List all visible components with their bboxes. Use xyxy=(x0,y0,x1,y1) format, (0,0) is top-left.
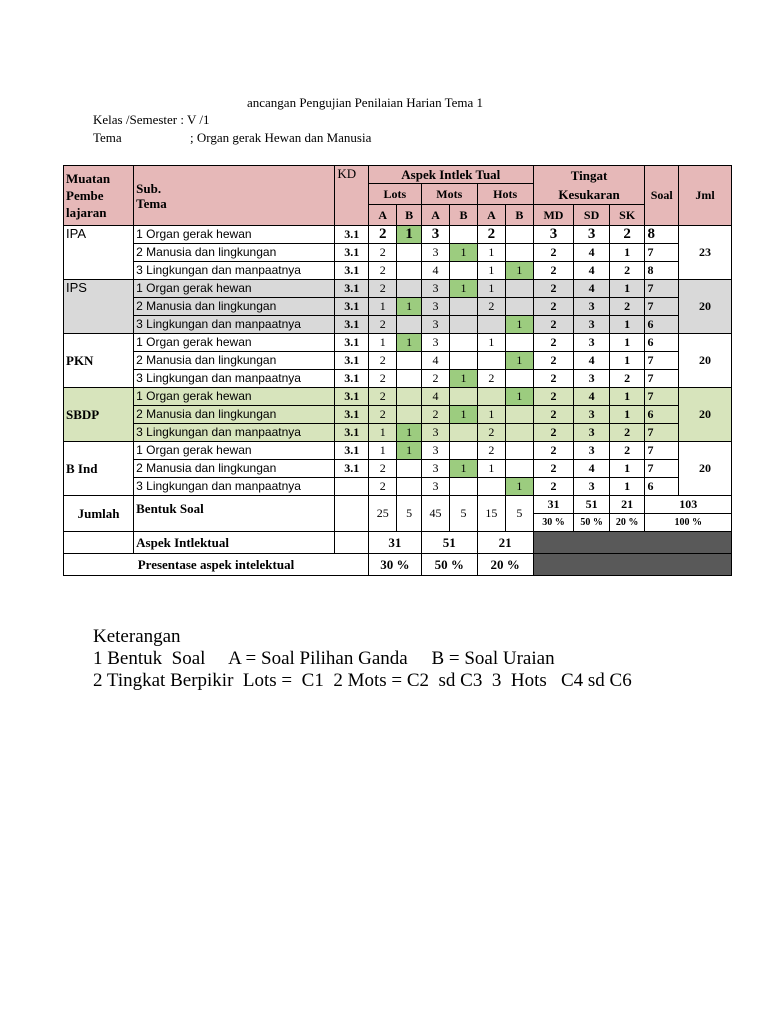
md-cell: 2 xyxy=(533,262,574,280)
soal-cell: 8 xyxy=(645,262,679,280)
header-aspek: Aspek Intlek Tual xyxy=(368,166,533,184)
md-cell: 2 xyxy=(533,280,574,298)
soal-cell: 6 xyxy=(645,478,679,496)
md-cell: 2 xyxy=(533,316,574,334)
aspek-hb-cell: 1 xyxy=(506,388,533,406)
aspek-la-cell: 2 xyxy=(368,388,396,406)
soal-cell: 7 xyxy=(645,280,679,298)
sk-cell: 1 xyxy=(609,334,645,352)
aspek-la-cell: 1 xyxy=(368,442,396,460)
kd-cell: 3.1 xyxy=(335,352,369,370)
aspek-ma-cell: 3 xyxy=(421,244,449,262)
md-cell: 2 xyxy=(533,442,574,460)
header-tingat xyxy=(533,166,645,205)
aspek-ma-cell: 3 xyxy=(421,298,449,316)
aspek-mb-cell xyxy=(450,298,477,316)
table-row xyxy=(64,298,732,316)
table-row xyxy=(64,352,732,370)
presentase-lots: 30 % xyxy=(368,554,421,576)
aspek-mb-cell: 1 xyxy=(450,406,477,424)
sd-cell: 3 xyxy=(574,298,610,316)
subtema-cell: 3 Lingkungan dan manpaatnya xyxy=(134,316,335,334)
aspek-ha-cell: 2 xyxy=(477,442,505,460)
aspek-ha-cell: 2 xyxy=(477,226,505,244)
kd-cell: 3.1 xyxy=(335,298,369,316)
aspek-ma-cell: 3 xyxy=(421,280,449,298)
kd-cell: 3.1 xyxy=(335,370,369,388)
md-cell: 2 xyxy=(533,388,574,406)
sk-cell: 2 xyxy=(609,226,645,244)
aspek-empty xyxy=(64,532,134,554)
table-row xyxy=(64,424,732,442)
aspek-la-cell: 2 xyxy=(368,406,396,424)
jumlah-sd-pct: 50 % xyxy=(574,514,610,532)
presentase-dark-fill xyxy=(533,554,731,576)
aspek-hb-cell xyxy=(506,334,533,352)
aspek-lb-cell: 1 xyxy=(397,226,421,244)
soal-cell: 8 xyxy=(645,226,679,244)
header-muatan xyxy=(64,166,134,226)
aspek-ha-cell: 1 xyxy=(477,334,505,352)
aspek-mots: 51 xyxy=(421,532,477,554)
document-title: ancangan Pengujian Penilaian Harian Tema 1 xyxy=(247,95,484,110)
table-row xyxy=(64,406,732,424)
subtema-cell: 1 Organ gerak hewan xyxy=(134,226,335,244)
keterangan-line1: 1 Bentuk Soal A = Soal Pilihan Ganda B = Soal Uraian xyxy=(93,648,555,669)
sk-cell: 1 xyxy=(609,352,645,370)
subject-cell: B Ind xyxy=(64,442,134,496)
kd-cell: 3.1 xyxy=(335,262,369,280)
sk-cell: 1 xyxy=(609,280,645,298)
aspek-la-cell: 2 xyxy=(368,478,396,496)
subtema-cell: 2 Manusia dan lingkungan xyxy=(134,406,335,424)
soal-cell: 6 xyxy=(645,334,679,352)
soal-cell: 6 xyxy=(645,406,679,424)
aspek-la-cell: 2 xyxy=(368,316,396,334)
sd-cell: 3 xyxy=(574,316,610,334)
aspek-mb-cell: 1 xyxy=(450,280,477,298)
subtema-cell: 2 Manusia dan lingkungan xyxy=(134,244,335,262)
aspek-la-cell: 2 xyxy=(368,244,396,262)
header-muatan-line2: Pembe xyxy=(66,188,104,203)
header-mots: Mots xyxy=(421,184,477,205)
sd-cell: 4 xyxy=(574,244,610,262)
sd-cell: 3 xyxy=(574,442,610,460)
aspek-ma-cell: 4 xyxy=(421,352,449,370)
aspek-mb-cell xyxy=(450,442,477,460)
aspek-la-cell: 1 xyxy=(368,298,396,316)
jml-cell: 20 xyxy=(679,388,732,442)
header-lots-a: A xyxy=(368,205,396,226)
keterangan-line2: 2 Tingkat Berpikir Lots = C1 2 Mots = C2 sd C3 3 Hots C4 sd C6 xyxy=(93,670,632,691)
aspek-ha-cell xyxy=(477,388,505,406)
jumlah-lots-b: 5 xyxy=(397,496,421,532)
sk-cell: 1 xyxy=(609,244,645,262)
subtema-cell: 2 Manusia dan lingkungan xyxy=(134,460,335,478)
sk-cell: 1 xyxy=(609,316,645,334)
subtema-cell: 2 Manusia dan lingkungan xyxy=(134,298,335,316)
sd-cell: 3 xyxy=(574,406,610,424)
subtema-cell: 3 Lingkungan dan manpaatnya xyxy=(134,424,335,442)
kd-cell: 3.1 xyxy=(335,460,369,478)
soal-cell: 7 xyxy=(645,370,679,388)
aspek-lots: 31 xyxy=(368,532,421,554)
soal-cell: 7 xyxy=(645,424,679,442)
sk-cell: 2 xyxy=(609,298,645,316)
aspek-ha-cell: 2 xyxy=(477,424,505,442)
header-hots-a: A xyxy=(477,205,505,226)
aspek-ha-cell: 1 xyxy=(477,244,505,262)
tema-value: ; Organ gerak Hewan dan Manusia xyxy=(190,130,372,145)
jumlah-label: Jumlah xyxy=(64,496,134,532)
subtema-cell: 1 Organ gerak hewan xyxy=(134,442,335,460)
soal-cell: 7 xyxy=(645,352,679,370)
header-tingat-line1: Tingat xyxy=(570,168,608,183)
table-row xyxy=(64,244,732,262)
table-row xyxy=(64,460,732,478)
bentuk-soal-label: Bentuk Soal xyxy=(134,496,335,532)
kd-cell: 3.1 xyxy=(335,244,369,262)
soal-cell: 7 xyxy=(645,442,679,460)
jumlah-sk-pct: 20 % xyxy=(609,514,645,532)
kd-cell: 3.1 xyxy=(335,388,369,406)
aspek-hb-cell xyxy=(506,226,533,244)
sd-cell: 3 xyxy=(574,226,610,244)
sd-cell: 4 xyxy=(574,460,610,478)
aspek-mb-cell xyxy=(450,262,477,280)
kd-cell: 3.1 xyxy=(335,424,369,442)
aspek-lb-cell xyxy=(397,280,421,298)
aspek-hb-cell xyxy=(506,460,533,478)
sd-cell: 3 xyxy=(574,370,610,388)
aspek-mb-cell: 1 xyxy=(450,370,477,388)
aspek-ma-cell: 3 xyxy=(421,316,449,334)
aspek-mb-cell xyxy=(450,226,477,244)
subject-cell: PKN xyxy=(64,334,134,388)
sd-cell: 3 xyxy=(574,334,610,352)
table-row xyxy=(64,442,732,460)
md-cell: 2 xyxy=(533,244,574,262)
aspek-la-cell: 2 xyxy=(368,460,396,478)
jml-cell: 20 xyxy=(679,334,732,388)
aspek-lb-cell: 1 xyxy=(397,442,421,460)
aspek-hb-cell xyxy=(506,298,533,316)
aspek-dark-fill xyxy=(533,532,731,554)
aspek-lb-cell xyxy=(397,352,421,370)
header-subtema xyxy=(134,166,335,226)
presentase-mots: 50 % xyxy=(421,554,477,576)
header-mots-a: A xyxy=(421,205,449,226)
aspek-intlektual-label: Aspek Intlektual xyxy=(134,532,335,554)
kelas-semester: Kelas /Semester : V /1 xyxy=(93,112,210,127)
jumlah-sd: 51 xyxy=(574,496,610,514)
header-tingat-line2: Kesukaran xyxy=(558,187,620,202)
aspek-hb-cell: 1 xyxy=(506,352,533,370)
subject-cell: SBDP xyxy=(64,388,134,442)
md-cell: 2 xyxy=(533,424,574,442)
aspek-mb-cell: 1 xyxy=(450,460,477,478)
kd-cell: 3.1 xyxy=(335,442,369,460)
aspek-lb-cell xyxy=(397,262,421,280)
sk-cell: 1 xyxy=(609,460,645,478)
sk-cell: 1 xyxy=(609,388,645,406)
header-subtema-line1: Sub. xyxy=(136,180,162,196)
table-row xyxy=(64,316,732,334)
subject-cell: IPA xyxy=(64,226,134,280)
sd-cell: 4 xyxy=(574,280,610,298)
header-hots: Hots xyxy=(477,184,533,205)
aspek-mb-cell xyxy=(450,334,477,352)
aspek-hb-cell xyxy=(506,442,533,460)
jumlah-sk: 21 xyxy=(609,496,645,514)
aspek-ma-cell: 4 xyxy=(421,262,449,280)
aspek-mb-cell xyxy=(450,316,477,334)
aspek-hb-cell: 1 xyxy=(506,316,533,334)
tema-label: Tema xyxy=(93,130,122,145)
md-cell: 2 xyxy=(533,352,574,370)
md-cell: 2 xyxy=(533,298,574,316)
header-kd: KD xyxy=(335,166,369,226)
aspek-lb-cell xyxy=(397,478,421,496)
presentase-hots: 20 % xyxy=(477,554,533,576)
aspek-ma-cell: 3 xyxy=(421,334,449,352)
jumlah-mots-a: 45 xyxy=(421,496,449,532)
kd-cell: 3.1 xyxy=(335,316,369,334)
header-mots-b: B xyxy=(450,205,477,226)
kd-cell xyxy=(335,478,369,496)
kd-cell: 3.1 xyxy=(335,334,369,352)
sk-cell: 2 xyxy=(609,370,645,388)
md-cell: 2 xyxy=(533,460,574,478)
aspek-ma-cell: 2 xyxy=(421,406,449,424)
soal-cell: 6 xyxy=(645,316,679,334)
header-muatan-line1: Muatan xyxy=(66,171,111,186)
sd-cell: 3 xyxy=(574,424,610,442)
aspek-ha-cell: 2 xyxy=(477,298,505,316)
md-cell: 2 xyxy=(533,406,574,424)
presentase-label: Presentase aspek intelektual xyxy=(64,554,369,576)
subtema-cell: 1 Organ gerak hewan xyxy=(134,280,335,298)
subject-cell: IPS xyxy=(64,280,134,334)
aspek-ha-cell: 1 xyxy=(477,406,505,424)
header-md: MD xyxy=(533,205,574,226)
jml-cell: 20 xyxy=(679,280,732,334)
aspek-hb-cell xyxy=(506,280,533,298)
sd-cell: 4 xyxy=(574,352,610,370)
kd-cell: 3.1 xyxy=(335,280,369,298)
aspek-ha-cell: 1 xyxy=(477,262,505,280)
aspek-ma-cell: 3 xyxy=(421,424,449,442)
aspek-hb-cell: 1 xyxy=(506,262,533,280)
aspek-mb-cell xyxy=(450,478,477,496)
aspek-lb-cell: 1 xyxy=(397,424,421,442)
aspek-kd-cell xyxy=(335,532,369,554)
sd-cell: 4 xyxy=(574,388,610,406)
aspek-ha-cell xyxy=(477,352,505,370)
jml-cell: 23 xyxy=(679,226,732,280)
table-row xyxy=(64,280,732,298)
aspek-ma-cell: 3 xyxy=(421,478,449,496)
header-lots: Lots xyxy=(368,184,421,205)
aspek-mb-cell xyxy=(450,424,477,442)
aspek-ha-cell: 1 xyxy=(477,460,505,478)
header-sd: SD xyxy=(574,205,610,226)
sd-cell: 4 xyxy=(574,262,610,280)
aspek-ha-cell xyxy=(477,316,505,334)
aspek-hb-cell xyxy=(506,244,533,262)
aspek-ma-cell: 2 xyxy=(421,370,449,388)
aspek-la-cell: 2 xyxy=(368,280,396,298)
aspek-ha-cell: 1 xyxy=(477,280,505,298)
subtema-cell: 3 Lingkungan dan manpaatnya xyxy=(134,370,335,388)
aspek-ma-cell: 3 xyxy=(421,226,449,244)
table-row xyxy=(64,478,732,496)
soal-cell: 7 xyxy=(645,298,679,316)
table-row xyxy=(64,370,732,388)
assessment-table xyxy=(63,165,732,576)
header-sk: SK xyxy=(609,205,645,226)
jumlah-kd-cell xyxy=(335,496,369,532)
jumlah-mots-b: 5 xyxy=(450,496,477,532)
jml-cell: 20 xyxy=(679,442,732,496)
header-hots-b: B xyxy=(506,205,533,226)
jumlah-md: 31 xyxy=(533,496,574,514)
aspek-hb-cell xyxy=(506,370,533,388)
header-soal: Soal xyxy=(645,166,679,226)
aspek-lb-cell xyxy=(397,316,421,334)
aspek-ma-cell: 3 xyxy=(421,460,449,478)
soal-cell: 7 xyxy=(645,460,679,478)
aspek-hb-cell xyxy=(506,424,533,442)
aspek-lb-cell: 1 xyxy=(397,298,421,316)
aspek-ma-cell: 4 xyxy=(421,388,449,406)
sk-cell: 2 xyxy=(609,424,645,442)
jumlah-total: 103 xyxy=(645,496,732,514)
header-lots-b: B xyxy=(397,205,421,226)
aspek-lb-cell xyxy=(397,244,421,262)
table-row xyxy=(64,226,732,244)
jumlah-total-pct: 100 % xyxy=(645,514,732,532)
aspek-lb-cell xyxy=(397,460,421,478)
aspek-hots: 21 xyxy=(477,532,533,554)
aspek-ma-cell: 3 xyxy=(421,442,449,460)
table-row xyxy=(64,262,732,280)
subtema-cell: 2 Manusia dan lingkungan xyxy=(134,352,335,370)
aspek-la-cell: 1 xyxy=(368,334,396,352)
jumlah-md-pct: 30 % xyxy=(533,514,574,532)
table-row xyxy=(64,334,732,352)
subtema-cell: 1 Organ gerak hewan xyxy=(134,334,335,352)
aspek-ha-cell xyxy=(477,478,505,496)
aspek-la-cell: 2 xyxy=(368,262,396,280)
jumlah-hots-b: 5 xyxy=(506,496,533,532)
aspek-la-cell: 1 xyxy=(368,424,396,442)
header-muatan-line3: lajaran xyxy=(66,205,107,220)
aspek-mb-cell xyxy=(450,352,477,370)
table-row xyxy=(64,388,732,406)
aspek-lb-cell xyxy=(397,406,421,424)
jumlah-hots-a: 15 xyxy=(477,496,505,532)
aspek-ha-cell: 2 xyxy=(477,370,505,388)
aspek-lb-cell xyxy=(397,388,421,406)
keterangan-block xyxy=(93,626,632,692)
sd-cell: 3 xyxy=(574,478,610,496)
sk-cell: 1 xyxy=(609,478,645,496)
md-cell: 2 xyxy=(533,334,574,352)
header-subtema-line2: Tema xyxy=(136,195,167,211)
md-cell: 2 xyxy=(533,478,574,496)
subtema-cell: 1 Organ gerak hewan xyxy=(134,388,335,406)
subtema-cell: 3 Lingkungan dan manpaatnya xyxy=(134,262,335,280)
aspek-mb-cell xyxy=(450,388,477,406)
md-cell: 3 xyxy=(533,226,574,244)
keterangan-title: Keterangan xyxy=(93,626,181,647)
aspek-lb-cell: 1 xyxy=(397,334,421,352)
soal-cell: 7 xyxy=(645,388,679,406)
kd-cell: 3.1 xyxy=(335,406,369,424)
sk-cell: 2 xyxy=(609,442,645,460)
aspek-lb-cell xyxy=(397,370,421,388)
md-cell: 2 xyxy=(533,370,574,388)
aspek-hb-cell xyxy=(506,406,533,424)
kd-cell: 3.1 xyxy=(335,226,369,244)
jumlah-lots-a: 25 xyxy=(368,496,396,532)
soal-cell: 7 xyxy=(645,244,679,262)
subtema-cell: 3 Lingkungan dan manpaatnya xyxy=(134,478,335,496)
header-jml: Jml xyxy=(679,166,732,226)
aspek-la-cell: 2 xyxy=(368,352,396,370)
sk-cell: 2 xyxy=(609,262,645,280)
aspek-la-cell: 2 xyxy=(368,226,396,244)
aspek-hb-cell: 1 xyxy=(506,478,533,496)
aspek-la-cell: 2 xyxy=(368,370,396,388)
aspek-mb-cell: 1 xyxy=(450,244,477,262)
sk-cell: 1 xyxy=(609,406,645,424)
